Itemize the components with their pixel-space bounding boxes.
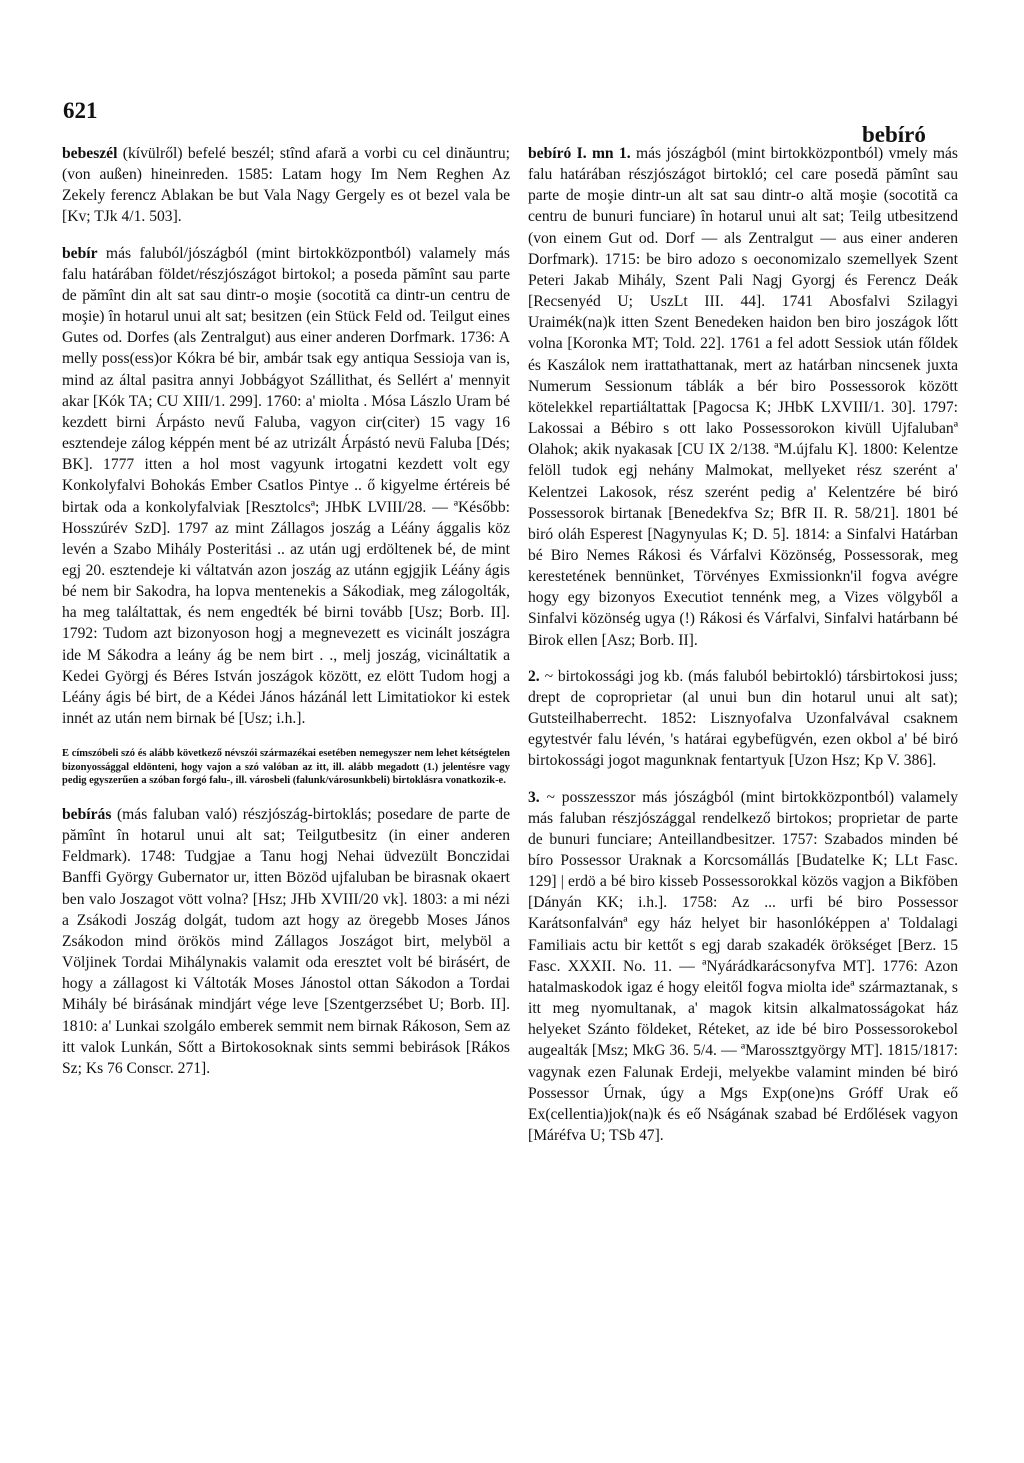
right-column xyxy=(528,143,958,1161)
entry-text-sense-3: ~ posszesszor más jószágból (mint birtokközpontból) valamely más faluban részjószággal rendelkező birtokos; proprietar de parte de bunuri funciare; Anteillandbesitzer. 1757: Szabados minden bé bíro Possessor Uraknak a Korcsomállás [Budatelke K; LLt Fasc. 129] | erdö a bé biro kisseb Possessorokkal közös vagjon a Bikföben [Dányán KK; i.h.]. 1758: Az ... urfi bé biro Possessor Karátsonfalvánª egy ház helyet bir hasonlóképpen a' Toldalagi Familiais actu bir kettőt s egj darab szakadék örökséget [Berz. 15 Fasc. XXXII. No. 11. — ªNyárádkarácsonyfva MT]. 1776: Azon hatalmaskodok igaz é hogy eleitől fogva miolta ideª származtanak, s itt meg nyomultanak, a' magok kitsin alkalmatosságokat ház helyeket Szánto földeket, Réteket, az ide bé biro Possessorokebol augealták [Msz; MkG 36. 5/4. — ªMarossztgyörgy MT]. 1815/1817: vagynak ezen Falunak Erdeji, melyekbe valamint minden bé biró Possessor Úrnak, úgy a Mgs Exp(one)ns Gróff Urak eő Ex(cellentia)jok(na)k és eő Nságának szabad bé Erdőlések vagyon [Máréfva U; TSb 47]. xyxy=(528,788,958,1145)
sense-number-2: 2. xyxy=(528,667,540,685)
entry-text-bebeszel: (kívülről) befelé beszél; stînd afară a vorbi cu cel dinăuntru; (von außen) hineinreden. 1585: Latam hogy Im Nem Reghen Az Zekely ferencz Ablakan be but Vala Nagy Gergely es ot bezel vala be [Kv; TJk 4/1. 503]. xyxy=(62,145,510,226)
entry-bebiras xyxy=(62,804,510,1079)
lemma-bebir: bebír xyxy=(62,244,98,262)
lemma-bebiras: bebírás xyxy=(62,806,112,823)
entry-text-bebir: más faluból/jószágból (mint birtokközpontból) valamely más falu határában földet/részjószágot birtokol; a poseda pămînt sau parte de pămînt din alt sat sau dintr-o moşie (socotită ca dintr-un centru de moşie) în hotarul unui alt sat; besitzen (ein Stück Feld od. Teilgut eines Gutes od. Dorfes (als Zentralgut) aus einer anderen Dorfmark. 1736: A melly poss(ess)or Kókra bé bir, ambár tsak egy antiqua Sessioja van is, mind az által pasitra annyi Jobbágyot Szállithat, és Sellért a' mennyit akar [Kók TA; CU XIII/1. 299]. 1760: a' miolta . Mósa Lászlo Uram bé kezdett birni Árpásto nevű Faluba, vagyon cir(citer) 15 vagy 16 esztendeje zálog képpén ment bé az utrizált Árpástó nevü Faluba [Dés; BK]. 1777 itten a hol most vagyunk irtogatni kezdett volt egy Konkolyfalvi Bohokás Ember Csatlos Pintye .. ő kigyelme értéreis bé birtak oda a konkolyfalviak [Resztolcsª; JHbK LVIII/28. — ªKésőbb: Hosszúrév SzD]. 1797 az mint Zállagos joszág a Léány ággalis köz levén a Szabo Mihály Posteritási .. az után ugj erdöltenek bé, de mint egj 20. esztendeje ki váltatván azon joszág az utánn egjgjik Léány ágis bé nem bir Sakodra, ha lopva mentenekis a Sákodiak, meg zálogolták, ha meg találtattak, és nem engedték bé birni tovább [Usz; Borb. II]. 1792: Tudom azt bizonyoson hogj a megnevezett es vicinált joszágra ide M Sákodra a leány ág be nem birt . ., melj joszág, vicináltatik a Kedei Györgj és Béres István joszágok között, ez elött Tudom hogj a Léány ágis bé birt, de a Kédei János házánál lett Limitatiokor ki estek innét az után nem birnak bé [Usz; i.h.]. xyxy=(62,244,510,728)
entry-text-sense-2: ~ birtokossági jog kb. (más faluból bebirtokló) társbirtokosi juss; drept de coproprietar (al unui bun din hotarul unui alt sat); Gutsteilhaberrecht. 1852: Lisznyofalva Uzonfalvával csaknem egytestvér falu lévén, 's határai egybefügvén, ezen okbol a' bé biró birtokossági jogot magunknak fentartyuk [Uzon Hsz; Kp V. 386]. xyxy=(528,667,958,770)
entry-text-bebiras: (más faluban való) részjószág-birtoklás; posedare de parte de pămînt în hotarul unui alt sat; Teilgutbesitz (in einer anderen Feldmark). 1748: Tudgjae a Tanu hogj Nehai üdvezült Bonczidai Banffi György Gubernator ur, itten Bözöd ujfaluban be birasnak okaert ben valo Joszagot vött volna? [Hsz; JHb XVIII/20 vk]. 1803: a mi nézi a Zsákodi Joszág dolgát, tudom azt hogy az öregebb Moses János Zsákodon mind örökös mind Zállagos Joszágot birt, melyböl a Völjinek Tordai Mihálynakis valamit oda eresztet volt bé birásért, de hogy a zállagost ki Váltoták Moses Jánostol ottan Sákodon a Tordai Mihály bé birásának mindjárt vége leve [Szentgerzsébet U; Borb. II]. 1810: a' Lunkai szolgálo emberek semmit nem birnak Rákoson, Sem az itt valok Lunkán, Sőtt a Birtokosoknak sints semmi bebirások [Rákos Sz; Ks 76 Conscr. 271]. xyxy=(62,806,510,1077)
page-number: 621 xyxy=(63,98,98,123)
lemma-bebeszel: bebeszél xyxy=(62,145,118,162)
entry-bebeszel xyxy=(62,143,510,228)
entry-bebiro-sense-3 xyxy=(528,787,958,1147)
entry-bebiro-sense-2 xyxy=(528,666,958,772)
left-column xyxy=(62,143,510,1094)
running-head: bebíró xyxy=(862,122,926,147)
lemma-bebiro: bebíró I. mn 1. xyxy=(528,145,631,162)
entry-text-bebiro: más jószágból (mint birtokközpontból) vmely más falu határában részjószágot birtokló; cel care posedă pămînt sau parte de moşie dintr-un alt sat sau dintr-o altă moşie (socotită ca centru de bunuri funciare) în hotarul unui alt sat; Teilg utbesitzend (von einem Gut od. Dorf — als Zentralgut — aus einer anderen Dorfmark). 1715: be biro adozo s oeconomizalo szemellyek Szent Peteri Jakab Mihály, Szent Pali Nagj Gyorgj és Ferencz Deák [Recsenyéd U; UszLt III. 44]. 1741 Abosfalvi Szilagyi Uraimék(na)k itten Szent Benedeken haidon ben biro joszágok lőtt volna [Koronka MT; Told. 22]. 1761 a fel adott Sessiok után főldek és Kaszálok nem irattathattanak, mert az határban nincsenek juxta Numerum Sessionum táblák a bér biro Possessorok között kötelekkel repartiáltattak [Pagocsa K; JHbK LXVIII/1. 30]. 1797: Lakossai a Bébiro s ott lako Possessorokon kivüll Ujfalubanª Olahok; akik nyakasak [CU IX 2/138. ªM.újfalu K]. 1800: Kelentze felöll tudok egj nehány Malmokat, mellyeket rész szerént a' Kelentzei Lakosok, rész szerént pedig a' Kelentzére bé biró Possessorok birtanak [Benedekfva Sz; BfR II. R. 58/21]. 1801 bé biró oláh Esperest [Nagynyulas K; D. 5]. 1814: a Sinfalvi Határban bé Biro Nemes Rákosi és Várfalvi Közönség, Possessorak, meg kerestetének bennünket, Törvényes Exmissionkn'il fogva avégre hogy egy bizonyos Executiot tennénk meg, a Vizes völgyből a Sinfalvi közönség ugya (!) Rákosi és Várfalvi, Sinfalvi határbann bé Birok ellen [Asz; Borb. II]. xyxy=(528,145,958,649)
sense-number-3: 3. xyxy=(528,788,540,806)
entry-bebir xyxy=(62,243,510,730)
footnote: E címszóbeli szó és alább következő névszói származékai esetében nemegyszer nem lehet kétségtelen bizonyossággal eldönteni, hogy vajon a szó valóban az itt, ill. alább megadott (1.) jelentésre vagy pedig egyszerűen a szóban forgó falu-, ill. városbeli (falunk/városunkbeli) birtoklásra vonatkozik-e. xyxy=(62,748,510,787)
entry-bebiro xyxy=(528,143,958,651)
